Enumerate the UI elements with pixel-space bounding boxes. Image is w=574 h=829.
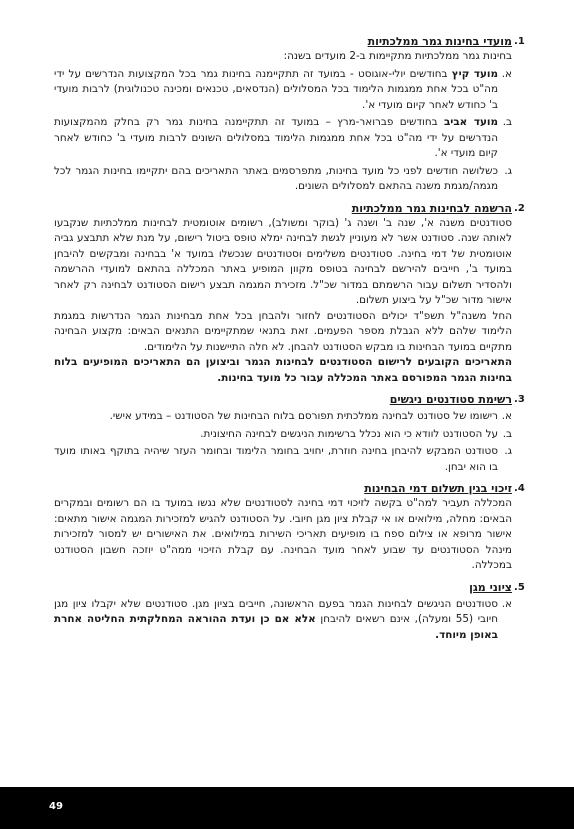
section-bold-paragraph: התאריכים הקובעים לרישום הסטודנטים לבחינות הגמר וביצוען הם התאריכים המופיעים בלוח בחינות הגמר המפורסם באתר המכללה עבור כל מועד בחינות. xyxy=(54,356,512,384)
list-item xyxy=(54,409,512,425)
list-item-text: כשלושה חודשים לפני כל מועד בחינות, מתפרסמים באתר התאריכים בהם יתקיימו בחינות הגמר לכל מגמה/מגמת משנה בהתאם למסלולים השונים. xyxy=(54,164,498,192)
list-item xyxy=(54,115,512,162)
section-number: 2. xyxy=(514,202,525,214)
section-title: רשימת סטודנטים ניגשים xyxy=(389,393,512,406)
list-item-text: בחודשים פברואר-מרץ – במועד זה תתקיימנה בחינות גמר רק בחלק מהמקצועות הנדרשים על ידי מה"ט בכל אחת ממגמות הלימוד במסלולים השונים לרבות מועדי ב' כחודש לאחר קיום מועדי א'. xyxy=(54,116,498,159)
list-item-text: סטודנט המבקש להיבחן בחינה חוזרת, יחויב בחומר הלימוד ובחומר העזר שיהיה בתוקף באותו מועד בו הוא יבחן. xyxy=(54,445,498,473)
section-paragraph: סטודנטים משנה א', שנה ב' ושנה ג' (בוקר ומשולב), רשומים אוטומטית לבחינות ממלכתיות שנקבעו לאותה שנה. סטודנט אשר לא מעוניין לגשת לבחינה ימלא טופס ביטול רישום, על מנת שלא תתבצע גביה אוטומטית של דמי בחינה. סטודנטים משלימים וסטודנטים שנכשלו במועד א' בבחינה ומבקשים להיבחן במועד ב', חייבים להירשם לבחינה בטופס מקוון המופיע באתר המכללה בהתאם למועדי ההרשמה ולהסדיר תשלום עבור הרשמתם במדור שכ"ל. מזכירת המגמה תבצע רישום הסטודנט לבחינה רק לאחר אישור מדור שכ"ל על ביצוע תשלום. xyxy=(54,216,512,306)
section-title: זיכוי בגין תשלום דמי הבחינות xyxy=(364,482,512,495)
section-number: 5. xyxy=(514,581,525,593)
document-content xyxy=(54,34,525,649)
section-intro: בחינות גמר ממלכתיות מתקיימות ב-2 מועדים בשנה: xyxy=(283,50,512,62)
section-title: הרשמה לבחינות גמר ממלכתיות xyxy=(351,201,512,215)
list-item-text: בחודשים יולי-אוגוסט - במועד זה תתקיימנה בחינות גמר בכל המקצועות הנדרשים על ידי מה"ט בכל אחת ממגמות הלימוד בכל המסלולים (הנדסאים, טכנאים ומכינה טכנולוגית) לרבות מועדי ב' כחודש לאחר קיום מועדי א'. xyxy=(54,67,498,111)
section-students-list xyxy=(54,392,525,475)
section-paragraph: החל משנה"ל תשפ"ד יכולים הסטודנטים לחזור ולהבחן בכל אחת מבחינות הגמר הנדרשות במגמת הלימוד שלהם ללא הגבלת מספר הפעמים. זאת בתנאי שמתקיימים התנאים הבאים: מקצוע הבחינה מתקיים במועד הבחינות בו מבקש הסטודנט להבחן. לא חלה התיישנות על הלימודים. xyxy=(54,309,512,353)
list-item-bold: מועד אביב xyxy=(443,116,499,128)
list-item-label: ג. xyxy=(504,445,512,457)
section-paragraph: המכללה תעביר למה"ט בקשה לזיכוי דמי בחינה לסטודנטים שלא נגשו במועד בו הם רשומים ובמקרים הבאים: מחלה, מילואים או אי קבלת ציון מגן חיובי. על הסטודנט להגיש למזכירות המגמה אישור מתאים: אישור מרופא או צילום ספח בו מופיעים תאריכי השירות במילואים. את האישורים יש למסור למזכירות מינהל הסטודנטים עד שבוע לאחר מועד הבחינה. עם קבלת הזיכוי ממה"ט יוזכה חשבון הסטודנט במכללה. xyxy=(54,497,512,571)
section-number: 4. xyxy=(514,483,525,494)
list-item-text: רישומו של סטודנט לבחינה ממלכתית תפורסם בלוח הבחינות של הסטודנט – במידע אישי. xyxy=(109,410,498,422)
section-fee-refund xyxy=(54,481,525,574)
list-item-label: ג. xyxy=(504,164,512,177)
list-item-label: א. xyxy=(501,410,512,422)
list-item xyxy=(54,427,512,443)
list-item-label: א. xyxy=(501,67,512,80)
page-number: 49 xyxy=(49,801,63,812)
section-title: ציוני מגן xyxy=(469,580,512,594)
page-footer xyxy=(0,787,574,829)
section-protective-grades xyxy=(54,580,525,644)
section-number: 1. xyxy=(514,36,525,47)
list-item-label: ב. xyxy=(502,427,512,440)
list-item-text: סטודנטים הניגשים לבחינות הגמר בפעם הראשונה, חייבים בציון מגן. סטודנטים שלא יקבלו ציון מגן חיובי (55 ומעלה), אינם רשאים להיבחן xyxy=(54,597,498,625)
list-item xyxy=(54,164,512,195)
section-exam-dates xyxy=(54,34,525,195)
section-number: 3. xyxy=(514,394,525,405)
list-item-text: על הסטודנט לוודא כי הוא נכלל ברשימות הניגשים לבחינה החיצונית. xyxy=(200,427,498,440)
list-item-label: ב. xyxy=(502,116,512,128)
list-item xyxy=(54,444,512,475)
list-item-bold: מועד קיץ xyxy=(451,67,499,80)
list-item xyxy=(54,67,512,114)
section-title: מועדי בחינות גמר ממלכתיות xyxy=(367,35,512,48)
section-registration xyxy=(54,201,525,387)
list-item-label: א. xyxy=(501,597,512,610)
list-item-bold-tail: אלא אם כן ועדת ההוראה המחלקתית החליטה אחרת באופן מיוחד. xyxy=(54,613,498,641)
list-item xyxy=(54,597,512,644)
